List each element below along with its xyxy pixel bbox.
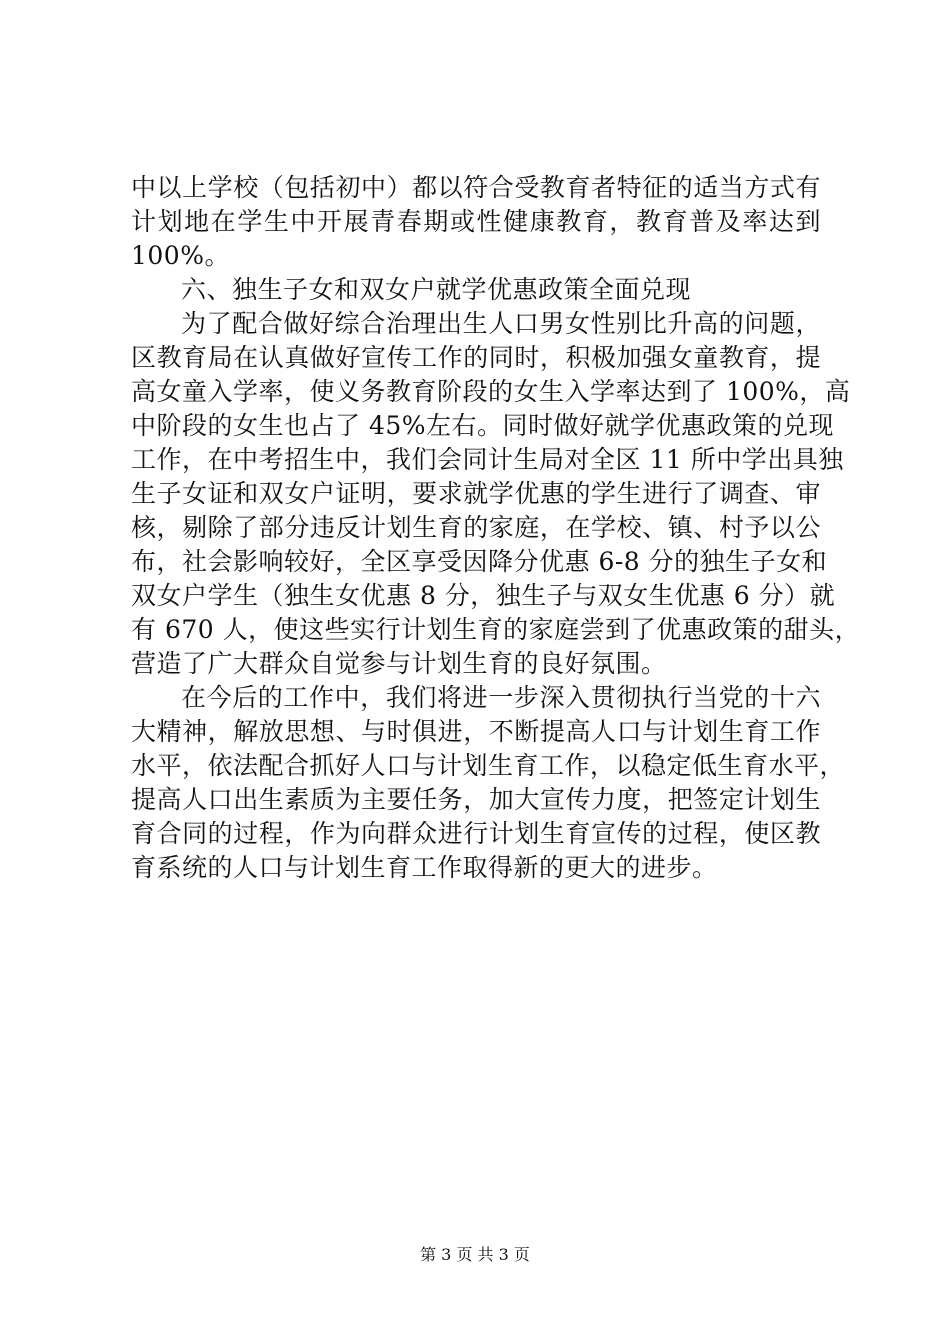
body-line: 中阶段的女生也占了 45%左右。同时做好就学优惠政策的兑现 xyxy=(131,411,835,440)
body-line: 生子女证和双女户证明，要求就学优惠的学生进行了调查、审 xyxy=(131,479,821,508)
body-line: 大精神，解放思想、与时俱进，不断提高人口与计划生育工作 xyxy=(131,717,821,746)
body-line: 中以上学校（包括初中）都以符合受教育者特征的适当方式有 xyxy=(131,173,821,202)
body-line: 核，剔除了部分违反计划生育的家庭，在学校、镇、村予以公 xyxy=(131,513,821,542)
body-line: 有 670 人，使这些实行计划生育的家庭尝到了优惠政策的甜头， xyxy=(131,615,861,644)
body-line: 区教育局在认真做好宣传工作的同时，积极加强女童教育，提 xyxy=(131,343,821,372)
body-line: 计划地在学生中开展青春期或性健康教育，教育普及率达到 xyxy=(131,207,821,236)
body-line: 提高人口出生素质为主要任务，加大宣传力度，把签定计划生 xyxy=(131,785,821,814)
section-heading: 六、独生子女和双女户就学优惠政策全面兑现 xyxy=(181,275,692,304)
body-line: 营造了广大群众自觉参与计划生育的良好氛围。 xyxy=(131,649,667,678)
body-line: 水平，依法配合抓好人口与计划生育工作，以稳定低生育水平， xyxy=(131,751,846,780)
body-line: 为了配合做好综合治理出生人口男女性别比升高的问题， xyxy=(181,309,821,338)
body-line: 100%。 xyxy=(131,241,230,270)
body-line: 育系统的人口与计划生育工作取得新的更大的进步。 xyxy=(131,853,718,882)
body-line: 工作，在中考招生中，我们会同计生局对全区 11 所中学出具独 xyxy=(131,445,844,474)
body-line: 育合同的过程，作为向群众进行计划生育宣传的过程，使区教 xyxy=(131,819,821,848)
body-line: 在今后的工作中，我们将进一步深入贯彻执行当党的十六 xyxy=(181,683,821,712)
body-line: 双女户学生（独生女优惠 8 分，独生子与双女生优惠 6 分）就 xyxy=(131,581,836,610)
body-line: 布，社会影响较好，全区享受因降分优惠 6-8 分的独生子女和 xyxy=(131,547,828,576)
page-number-footer: 第 3 页 共 3 页 xyxy=(420,1245,530,1264)
body-line: 高女童入学率，使义务教育阶段的女生入学率达到了 100%，高 xyxy=(131,377,851,406)
